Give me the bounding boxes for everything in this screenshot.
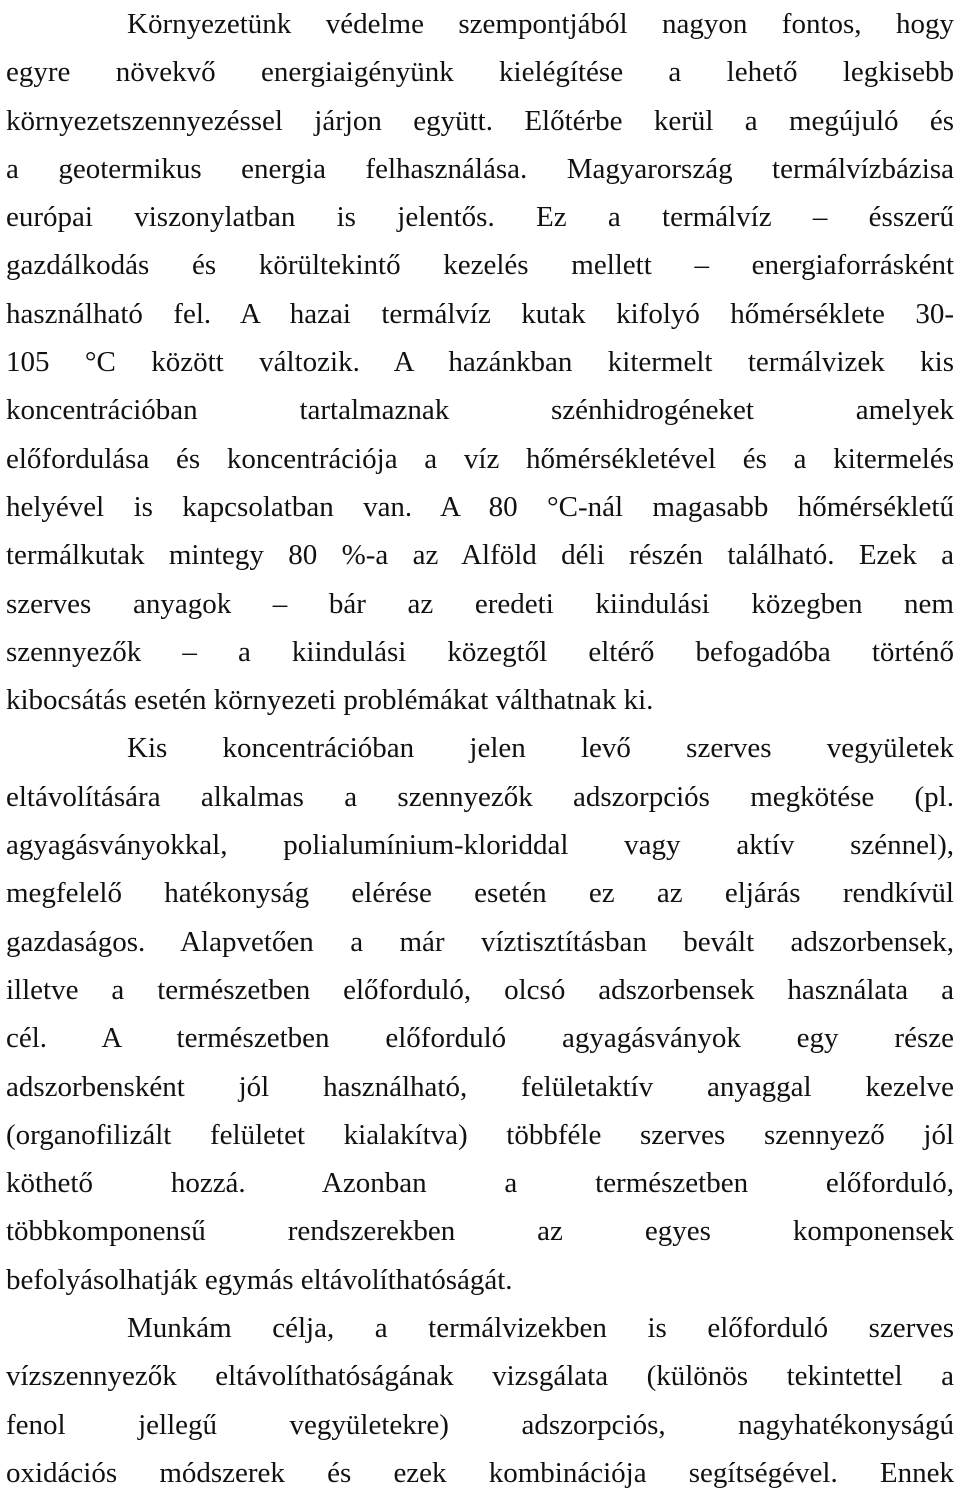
text-line: helyével is kapcsolatban van. A 80 °C-nál magasabb hőmérsékletű [6, 490, 954, 523]
text-line: Munkám célja, a termálvizekben is előforduló szerves [127, 1312, 954, 1345]
text-line: illetve a természetben előforduló, olcsó adszorbensek használata a [6, 973, 954, 1006]
text-line: termálkutak mintegy 80 %-a az Alföld déli részén található. Ezek a [6, 539, 954, 572]
text-line: szennyezők – a kiindulási közegtől eltérő befogadóba történő [6, 635, 954, 668]
text-line: oxidációs módszerek és ezek kombinációja segítségével. Ennek [6, 1456, 954, 1489]
text-line: agyagásványokkal, polialumínium-kloriddal vagy aktív szénnel), [6, 829, 954, 862]
text-line: többkomponensű rendszerekben az egyes komponensek [6, 1215, 954, 1248]
paragraph-3 [6, 1304, 954, 1497]
text-line: kibocsátás esetén környezeti problémákat válthatnak ki. [6, 684, 654, 717]
text-line: megfelelő hatékonyság elérése esetén ez az eljárás rendkívül [6, 877, 954, 910]
text-line: koncentrációban tartalmaznak szénhidrogéneket amelyek [6, 394, 954, 427]
paragraph-1 [6, 0, 954, 724]
text-line: gazdaságos. Alapvetően a már víztisztításban bevált adszorbensek, [6, 925, 954, 958]
text-line: Kis koncentrációban jelen levő szerves vegyületek [127, 732, 954, 765]
text-line: előfordulása és koncentrációja a víz hőmérsékletével és a kitermelés [6, 442, 954, 475]
text-line: Környezetünk védelme szempontjából nagyon fontos, hogy [127, 8, 954, 40]
text-line: európai viszonylatban is jelentős. Ez a termálvíz – ésszerű [6, 201, 954, 234]
text-line: cél. A természetben előforduló agyagásványok egy része [6, 1022, 954, 1055]
text-line: szerves anyagok – bár az eredeti kiindulási közegben nem [6, 587, 954, 620]
text-line: a geotermikus energia felhasználása. Magyarország termálvízbázisa [6, 152, 954, 185]
text-line: vízszennyezők eltávolíthatóságának vizsgálata (különös tekintettel a [6, 1360, 954, 1393]
paragraph-2 [6, 724, 954, 1304]
text-line: köthető hozzá. Azonban a természetben előforduló, [6, 1167, 954, 1200]
text-line: gazdálkodás és körültekintő kezelés mellett – energiaforrásként [6, 249, 954, 282]
document-page [6, 0, 954, 1497]
text-line: (organofilizált felületet kialakítva) többféle szerves szennyező jól [6, 1118, 954, 1151]
text-line: adszorbensként jól használható, felületaktív anyaggal kezelve [6, 1070, 954, 1103]
text-line: használható fel. A hazai termálvíz kutak kifolyó hőmérséklete 30- [6, 297, 954, 330]
text-line: környezetszennyezéssel járjon együtt. Előtérbe kerül a megújuló és [6, 104, 954, 137]
text-line: eltávolítására alkalmas a szennyezők adszorpciós megkötése (pl. [6, 780, 954, 813]
text-line: 105 °C között változik. A hazánkban kitermelt termálvizek kis [6, 346, 954, 379]
text-line: fenol jellegű vegyületekre) adszorpciós, nagyhatékonyságú [6, 1408, 954, 1441]
text-line: befolyásolhatják egymás eltávolíthatóságát. [6, 1263, 513, 1296]
text-line: egyre növekvő energiaigényünk kielégítése a lehető legkisebb [6, 56, 954, 89]
